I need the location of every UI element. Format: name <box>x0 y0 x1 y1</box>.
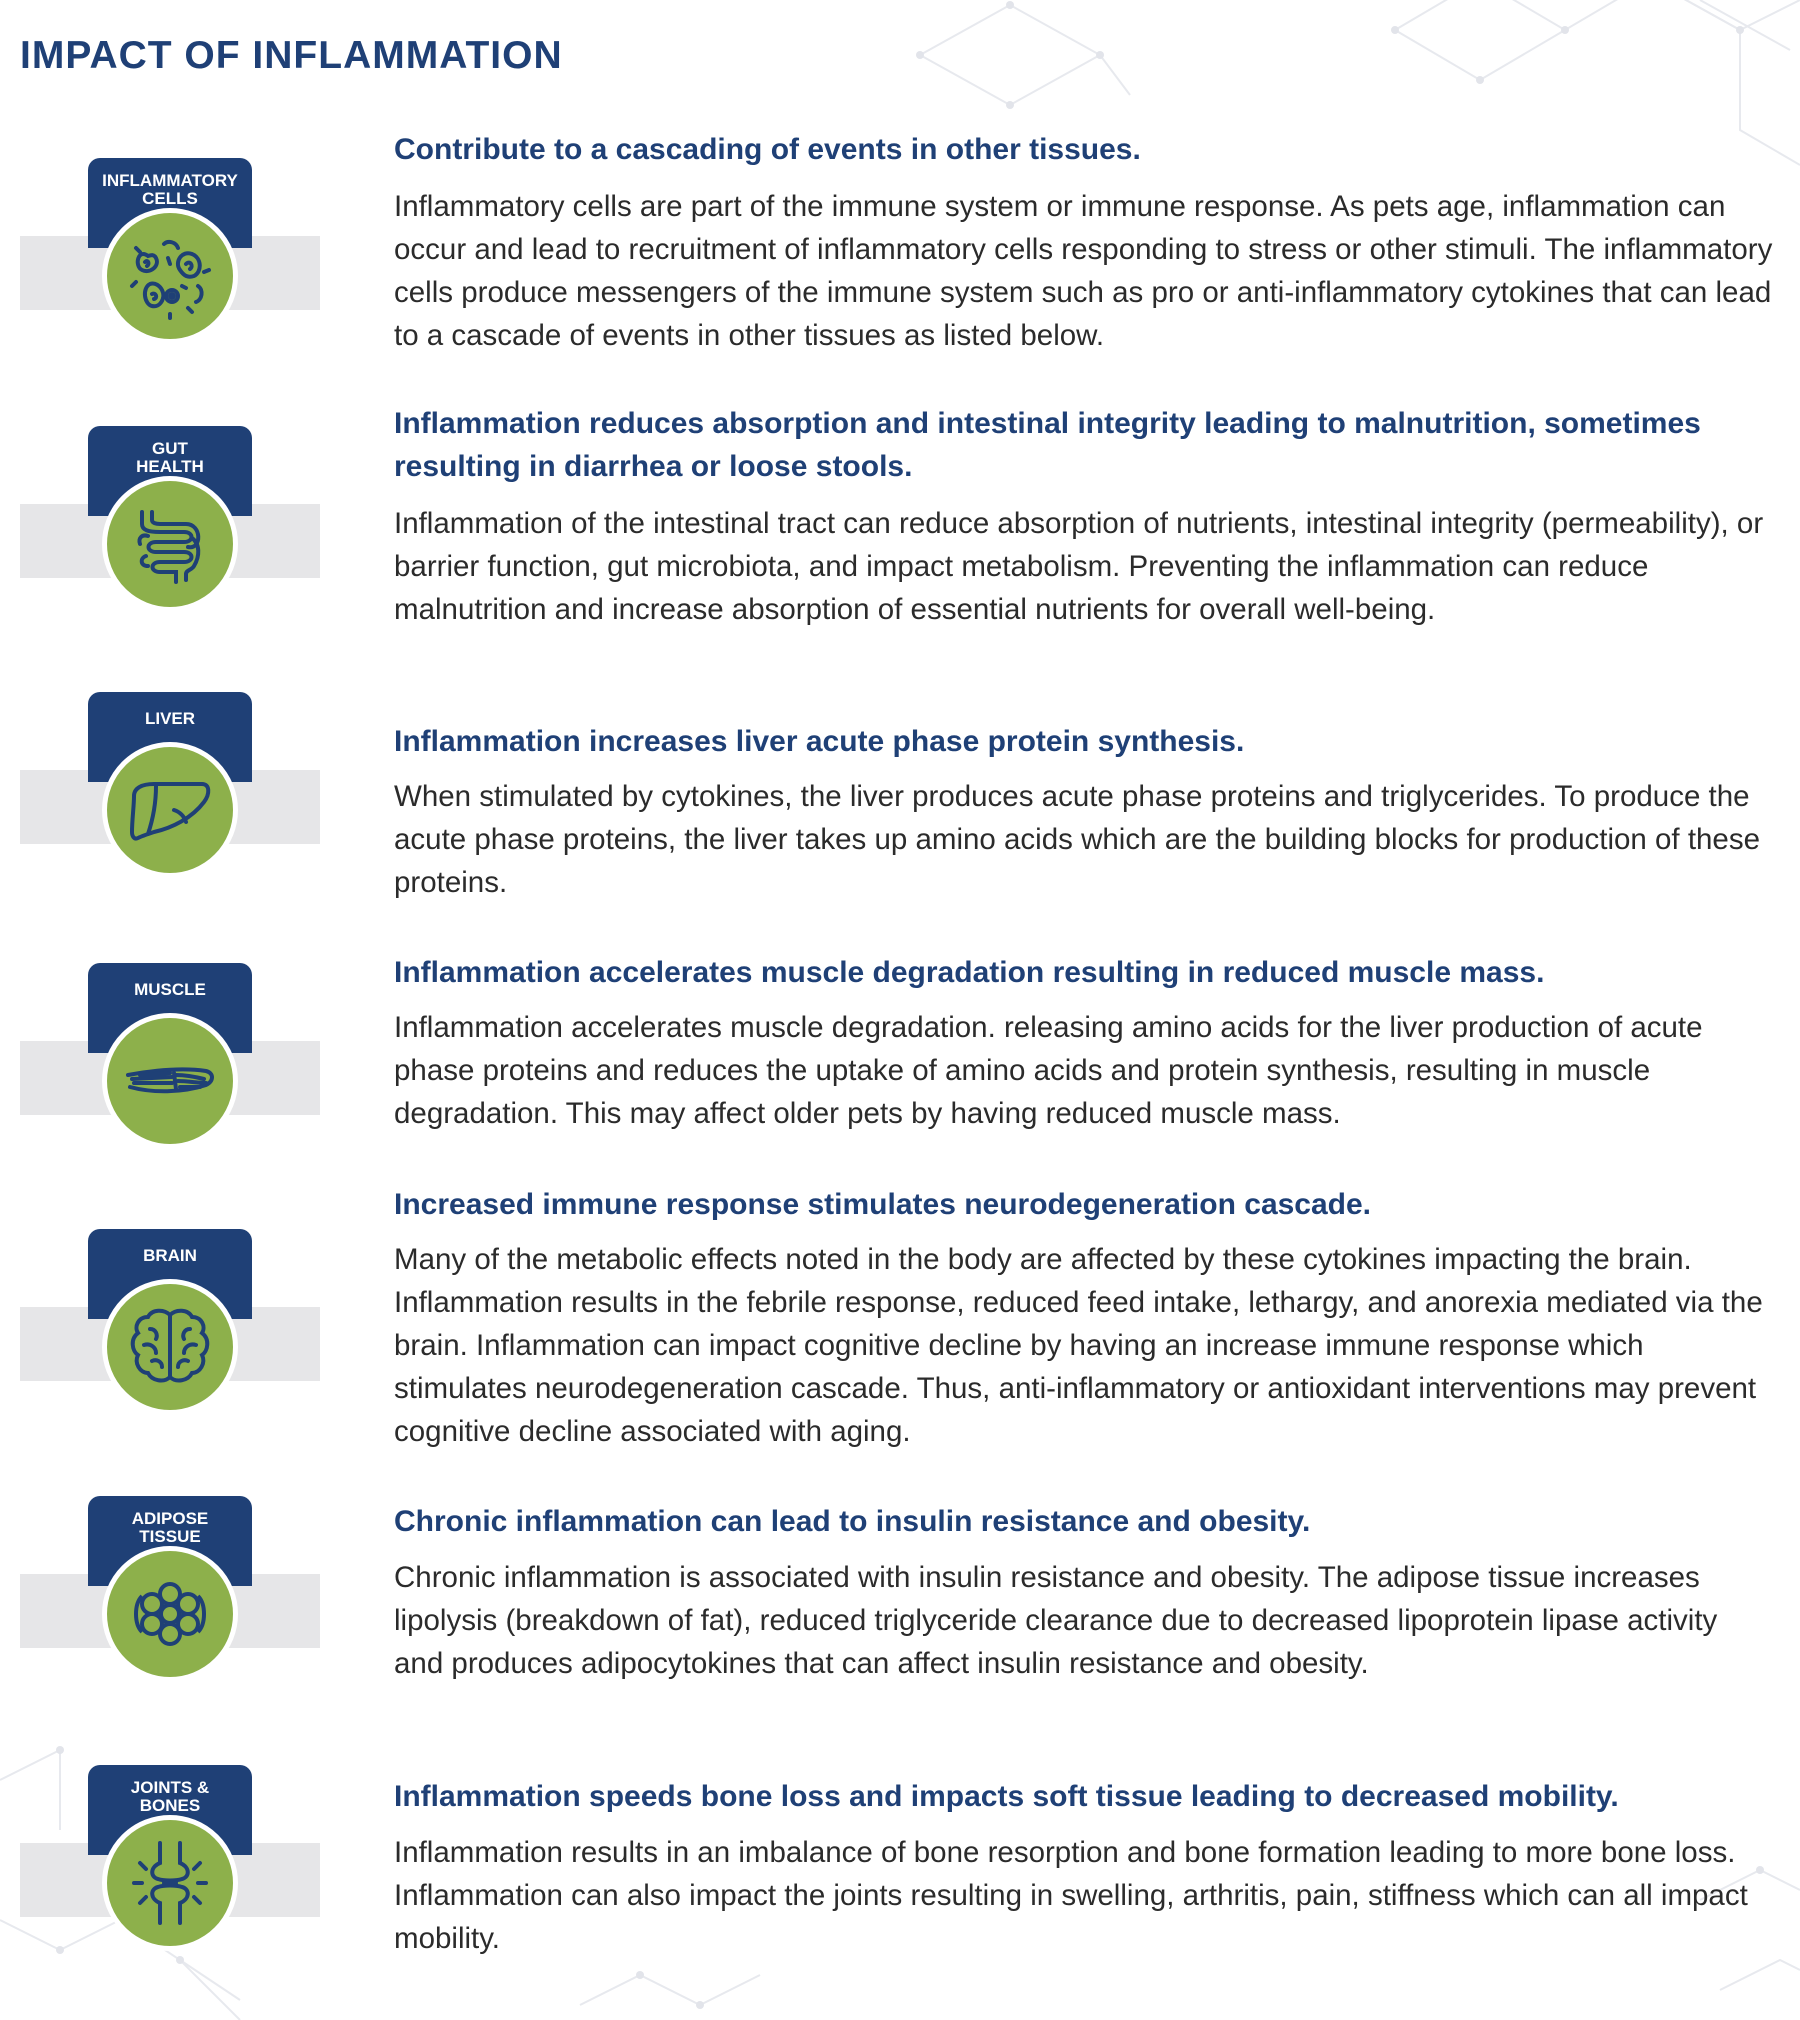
section-heading: Inflammation increases liver acute phase protein synthesis. <box>394 725 1245 758</box>
section-body: Inflammation accelerates muscle degradation. releasing amino acids for the liver production of acute phase proteins and reduces the uptake of amino acids and protein synthesis, resulting in muscle degradation. This may affect older pets by having reduced muscle mass. <box>394 1011 1703 1130</box>
category-label: INFLAMMATORY CELLS <box>102 171 238 208</box>
brain-icon <box>120 1297 220 1397</box>
section-body: Inflammation results in an imbalance of bone resorption and bone formation leading to more bone loss. Inflammation can also impact the joints resulting in swelling, arthritis, pain, stiffness which can all impact mobility. <box>394 1836 1748 1955</box>
icon-circle <box>102 742 238 878</box>
category-badge <box>20 1765 320 1965</box>
icon-circle <box>102 1815 238 1951</box>
section-heading: Inflammation speeds bone loss and impacts soft tissue leading to decreased mobility. <box>394 1780 1619 1813</box>
muscle-icon <box>120 1031 220 1131</box>
category-badge <box>20 158 320 358</box>
section-heading: Inflammation accelerates muscle degradation resulting in reduced muscle mass. <box>394 956 1545 989</box>
section-heading: Increased immune response stimulates neurodegeneration cascade. <box>394 1188 1372 1221</box>
section-body: Inflammatory cells are part of the immune system or immune response. As pets age, inflammation can occur and lead to recruitment of inflammatory cells responding to stress or other stimuli. The inflammatory cells produce messengers of the immune system such as pro or anti-inflammatory cytokines that can lead to a cascade of events in other tissues as listed below. <box>394 190 1773 352</box>
section-heading: Contribute to a cascading of events in other tissues. <box>394 133 1141 166</box>
icon-circle <box>102 1013 238 1149</box>
category-label: LIVER <box>144 709 196 728</box>
section-body: When stimulated by cytokines, the liver produces acute phase proteins and triglycerides. To produce the acute phase proteins, the liver takes up amino acids which are the building blocks for production of these proteins. <box>394 780 1760 899</box>
category-badge <box>20 1229 320 1429</box>
page-title: IMPACT OF INFLAMMATION <box>20 34 563 77</box>
category-badge <box>20 426 320 626</box>
section-heading: Inflammation reduces absorption and intestinal integrity leading to malnutrition, sometimes resulting in diarrhea or loose stools. <box>394 407 1701 483</box>
category-label: GUT HEALTH <box>136 439 204 476</box>
category-label: JOINTS & BONES <box>130 1778 210 1815</box>
section-body: Chronic inflammation is associated with insulin resistance and obesity. The adipose tissue increases lipolysis (breakdown of fat), reduced triglyceride clearance due to decreased lipoprotein lipase activity and produces adipocytokines that can affect insulin resistance and obesity. <box>394 1561 1718 1680</box>
section-body: Inflammation of the intestinal tract can reduce absorption of nutrients, intestinal integrity (permeability), or barrier function, gut microbiota, and impact metabolism. Preventing the inflammation can reduce malnutrition and increase absorption of essential nutrients for overall well-being. <box>394 507 1764 626</box>
icon-circle <box>102 208 238 344</box>
category-label: MUSCLE <box>134 980 206 999</box>
icon-circle <box>102 476 238 612</box>
section-heading: Chronic inflammation can lead to insulin resistance and obesity. <box>394 1505 1311 1538</box>
category-badge <box>20 963 320 1163</box>
section-body: Many of the metabolic effects noted in the body are affected by these cytokines impacting the brain. Inflammation results in the febrile response, reduced feed intake, lethargy, and anorexia mediated via the brain. Inflammation can impact cognitive decline by having an increase immune response which stimulates neurodegeneration cascade. Thus, anti-inflammatory or antioxidant interventions may prevent cognitive decline associated with aging. <box>394 1243 1763 1448</box>
joint-icon <box>120 1833 220 1933</box>
inflammatory-cells-icon <box>120 226 220 326</box>
category-label: BRAIN <box>143 1246 197 1265</box>
category-badge <box>20 692 320 892</box>
category-label: ADIPOSE TISSUE <box>131 1509 209 1546</box>
liver-icon <box>120 760 220 860</box>
icon-circle <box>102 1546 238 1682</box>
icon-circle <box>102 1279 238 1415</box>
category-badge <box>20 1496 320 1696</box>
intestine-icon <box>120 494 220 594</box>
adipose-cells-icon <box>120 1564 220 1664</box>
